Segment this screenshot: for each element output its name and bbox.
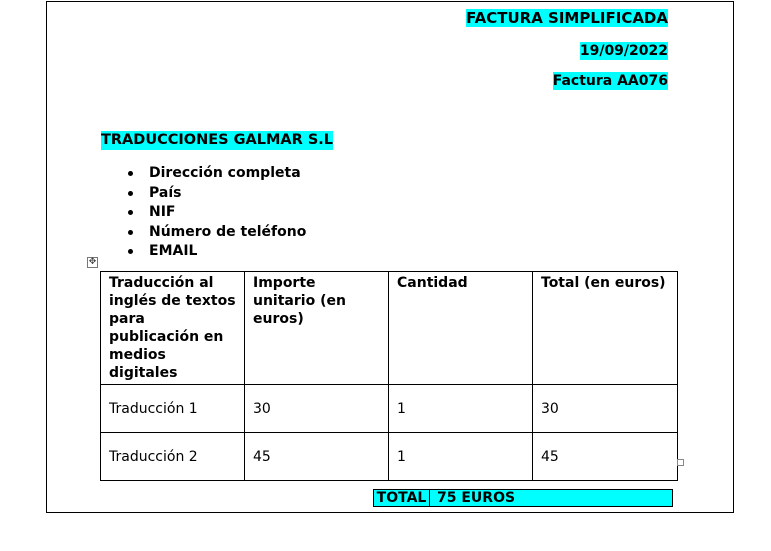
table-cell[interactable]: Traducción 1 [101,385,245,433]
table-header-cell[interactable]: Cantidad [389,272,533,385]
table-header-cell[interactable]: Importe unitario (en euros) [245,272,389,385]
table-row [101,385,678,433]
list-item: Dirección completa [149,164,306,184]
invoice-table [100,271,678,481]
table-cell[interactable]: 30 [533,385,678,433]
list-item: Número de teléfono [149,223,306,243]
list-item: EMAIL [149,242,306,262]
table-cell[interactable]: 45 [245,433,389,481]
table-header-row [101,272,678,385]
company-details-list [149,164,306,262]
list-item: País [149,184,306,204]
invoice-title: FACTURA SIMPLIFICADA [466,9,668,27]
move-handle-icon[interactable]: ✥ [88,257,97,267]
table-cell[interactable]: 1 [389,433,533,481]
resize-handle-icon[interactable] [677,459,684,466]
table-cell[interactable]: 45 [533,433,678,481]
list-item: NIF [149,203,306,223]
table-cell[interactable]: 30 [245,385,389,433]
company-name: TRADUCCIONES GALMAR S.L [101,132,334,148]
invoice-date: 19/09/2022 [579,43,668,59]
table-cell[interactable]: 1 [389,385,533,433]
table-row [101,433,678,481]
table-cell[interactable]: Traducción 2 [101,433,245,481]
invoice-number: Factura AA076 [552,73,668,89]
table-header-cell[interactable]: Total (en euros) [533,272,678,385]
total-box [373,489,673,507]
total-label: TOTAL [374,490,430,506]
table-header-cell[interactable]: Traducción al inglés de textos para publicación en medios digitales [101,272,245,385]
total-value: 75 EUROS [437,490,516,506]
